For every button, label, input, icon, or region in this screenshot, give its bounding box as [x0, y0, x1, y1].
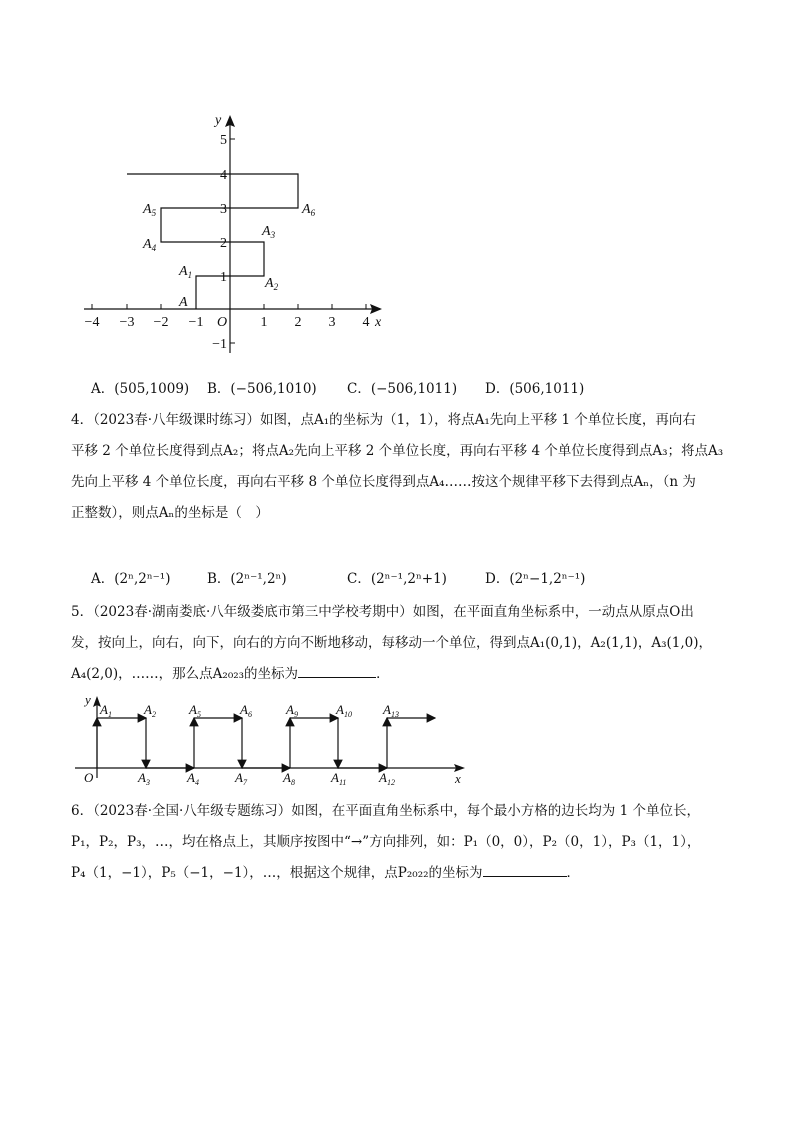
x-tick-label: 3 [328, 315, 336, 330]
point-label-A3: $A_3$ [262, 224, 276, 240]
y-tick-label: 4 [220, 168, 227, 183]
y-axis-label: y [85, 692, 91, 707]
point-label-A1: $A_1$ [179, 264, 193, 280]
q3-option-b[interactable]: B．(−506,1010) [207, 381, 317, 397]
question-5 [71, 597, 731, 690]
point-label-A6: $A_6$ [240, 702, 252, 719]
point-label-A7: $A_7$ [235, 770, 247, 787]
q4-options [91, 567, 585, 587]
x-tick-label: −4 [84, 315, 100, 330]
q4-line: 4．（2023春·八年级课时练习）如图，点A₁的坐标为（1，1），将点A₁先向上平移 1 个单位长度，再向右 [71, 412, 696, 428]
q5-line: A₄(2,0)，……，那么点A₂₀₂₃的坐标为 ． [71, 659, 731, 690]
q5-line: 发，按向上，向右，向下，向右的方向不断地移动，每移动一个单位，得到点A₁(0,1)，A₂(1,1)，A₃(1,0)， [71, 635, 712, 651]
point-label-A12: $A_{12}$ [379, 770, 395, 787]
y-tick-label: 1 [220, 270, 227, 285]
point-label-A5: $A_5$ [143, 202, 157, 218]
q4-option-c[interactable]: C．(2ⁿ⁻¹,2ⁿ+1) [347, 571, 447, 587]
q6-line: 6．（2023春·全国·八年级专题练习）如图，在平面直角坐标系中，每个最小方格的边长均为 1 个单位长， [71, 803, 700, 819]
point-label-A13: $A_{13}$ [383, 702, 399, 719]
origin-label: O [84, 770, 94, 785]
x-axis-label: x [375, 315, 382, 330]
y-tick-label: 5 [220, 133, 227, 148]
q6-line: P₁，P₂，P₃，…，均在格点上，其顺序按图中“→”方向排列，如：P₁（0，0），P₂（0，1），P₃（1，1）， [71, 834, 701, 850]
x-axis-label: x [455, 771, 461, 786]
q4-option-b[interactable]: B．(2ⁿ⁻¹,2ⁿ) [207, 571, 287, 587]
q6-line: P₄（1，−1），P₅（−1，−1），…，根据这个规律，点P₂₀₂₂的坐标为 ． [71, 858, 731, 889]
x-tick-label: −2 [153, 315, 169, 330]
q4-line: 正整数），则点Aₙ的坐标是（ ） [71, 505, 269, 521]
q3-option-d[interactable]: D．(506,1011) [485, 381, 585, 397]
y-tick-label: −1 [212, 337, 227, 352]
point-label-A9: $A_9$ [286, 702, 298, 719]
q3-option-a[interactable]: A．(505,1009) [91, 381, 190, 397]
point-label-A6: $A_6$ [302, 202, 316, 218]
q4-line: 先向上平移 4 个单位长度，再向右平移 8 个单位长度得到点A₄……按这个规律平移下去得到点Aₙ，（n 为 [71, 474, 696, 490]
question-6 [71, 796, 731, 889]
x-tick-label: −3 [119, 315, 135, 330]
q3-options [91, 377, 584, 397]
figure-2-step-path [70, 690, 470, 790]
y-tick-label: 3 [220, 202, 227, 217]
point-label-A4: $A_4$ [143, 237, 157, 253]
x-tick-label: 1 [260, 315, 268, 330]
figure-1-coordinate-plane [70, 105, 400, 365]
q6-answer-blank[interactable] [483, 862, 567, 877]
point-label-A: A [179, 295, 188, 310]
q4-line: 平移 2 个单位长度得到点A₂；将点A₂先向上平移 2 个单位长度，再向右平移 4 个单位长度得到点A₃；将点A₃ [71, 443, 724, 459]
point-label-A5: $A_5$ [189, 702, 201, 719]
point-label-A8: $A_8$ [283, 770, 295, 787]
q3-option-c[interactable]: C．(−506,1011) [347, 381, 458, 397]
q5-answer-blank[interactable] [298, 663, 376, 678]
point-label-A1: $A_1$ [100, 702, 112, 719]
point-label-A10: $A_{10}$ [336, 702, 352, 719]
point-label-A3: $A_3$ [138, 770, 150, 787]
point-label-A2: $A_2$ [144, 702, 156, 719]
x-tick-label: 2 [294, 315, 302, 330]
x-tick-label: 4 [362, 315, 370, 330]
y-axis-label: y [215, 113, 222, 128]
origin-label: O [217, 315, 228, 330]
x-tick-label: −1 [188, 315, 204, 330]
q4-option-d[interactable]: D．(2ⁿ−1,2ⁿ⁻¹) [485, 571, 586, 587]
point-label-A11: $A_{11}$ [331, 770, 347, 787]
y-tick-label: 2 [220, 236, 227, 251]
point-label-A2: $A_2$ [265, 276, 279, 292]
q5-line: 5．（2023春·湖南娄底·八年级娄底市第三中学校考期中）如图，在平面直角坐标系中，一动点从原点O出 [71, 604, 694, 620]
point-label-A4: $A_4$ [187, 770, 199, 787]
q4-option-a[interactable]: A．(2ⁿ,2ⁿ⁻¹) [91, 571, 171, 587]
question-4 [71, 405, 731, 529]
